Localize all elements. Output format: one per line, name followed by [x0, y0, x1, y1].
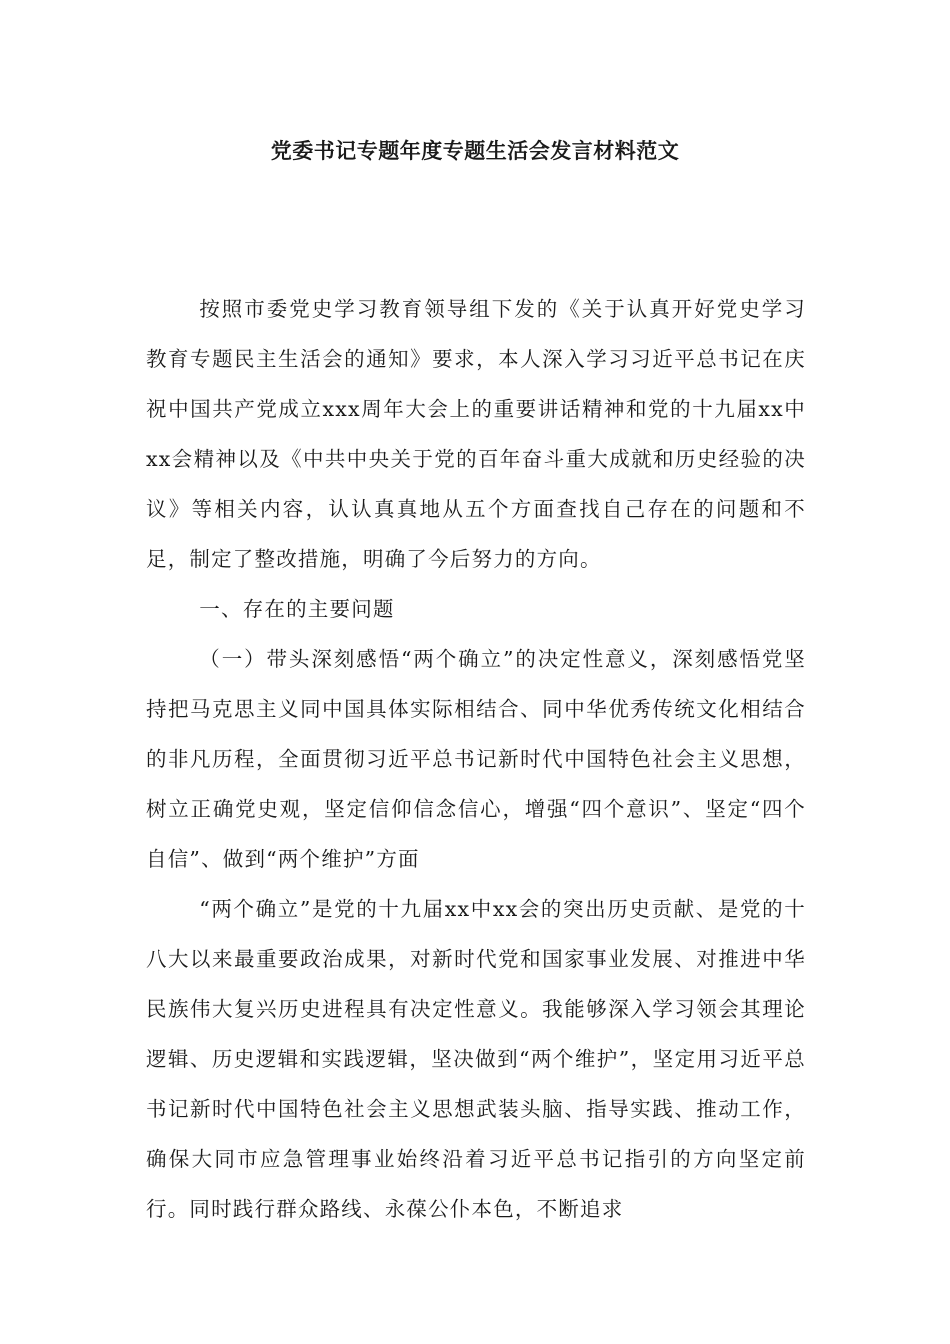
section-heading: 一、存在的主要问题: [199, 597, 395, 621]
document-body: [146, 284, 806, 1234]
subsection-heading: （一）带头深刻感悟“两个确立”的决定性意义，深刻感悟党坚持把马克思主义同中国具体实际相结合、同中华优秀传统文化相结合的非凡历程，全面贯彻习近平总书记新时代中国特色社会主义思想，树立正确党史观，坚定信仰信念信心，增强“四个意识”、坚定“四个自信”、做到“两个维护”方面: [146, 647, 806, 871]
intro-paragraph: 按照市委党史学习教育领导组下发的《关于认真开好党史学习教育专题民主生活会的通知》要求，本人深入学习习近平总书记在庆祝中国共产党成立xxx周年大会上的重要讲话精神和党的十九届xx中xx会精神以及《中共中央关于党的百年奋斗重大成就和历史经验的决议》等相关内容，认认真真地从五个方面查找自己存在的问题和不足，制定了整改措施，明确了今后努力的方向。: [146, 297, 806, 571]
document-title: 党委书记专题年度专题生活会发言材料范文: [270, 139, 680, 163]
body-paragraph: “两个确立”是党的十九届xx中xx会的突出历史贡献、是党的十八大以来最重要政治成果，对新时代党和国家事业发展、对推进中华民族伟大复兴历史进程具有决定性意义。我能够深入学习领会其理论逻辑、历史逻辑和实践逻辑，坚决做到“两个维护”，坚定用习近平总书记新时代中国特色社会主义思想武装头脑、指导实践、推动工作，确保大同市应急管理事业始终沿着习近平总书记指引的方向坚定前行。同时践行群众路线、永葆公仆本色，不断追求: [146, 897, 806, 1221]
